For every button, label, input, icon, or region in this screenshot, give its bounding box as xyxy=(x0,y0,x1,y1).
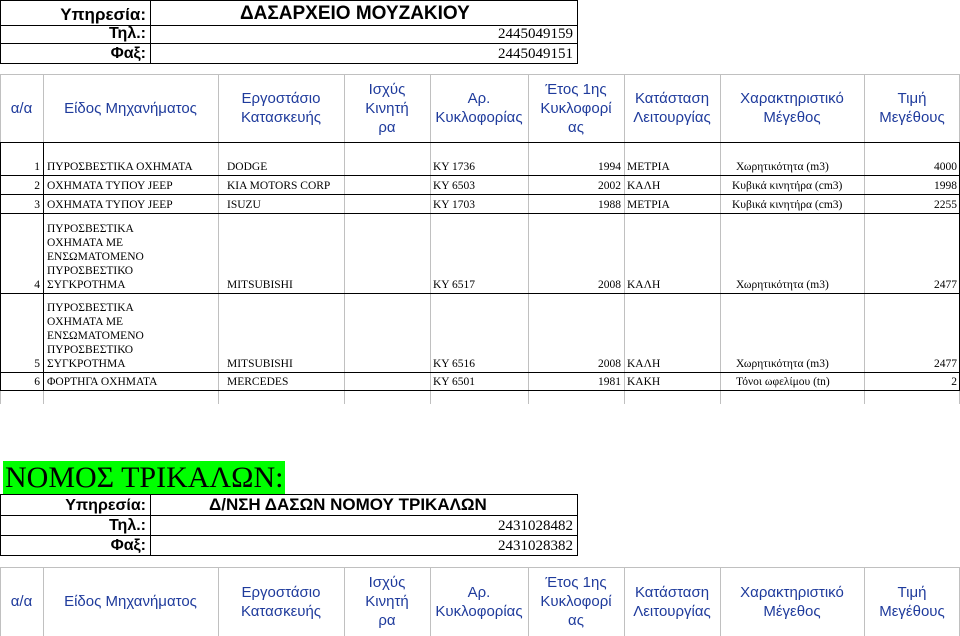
row-feature: Κυβικά κινητήρα (cm3) xyxy=(732,199,843,211)
header-no: α/α xyxy=(10,99,33,117)
header-engine-power: Ισχύς Κινητή ρα xyxy=(365,574,409,629)
row-plate: ΚΥ 6501 xyxy=(433,376,476,388)
prefecture-heading: ΝΟΜΟΣ ΤΡΙΚΑΛΩΝ: xyxy=(5,461,284,494)
row-no: 2 xyxy=(34,180,40,192)
row-status: ΚΑΛΗ xyxy=(627,358,661,370)
header-plate: Αρ. Κυκλοφορίας xyxy=(435,583,523,620)
row-value: 1998 xyxy=(934,180,957,192)
row-type: ΦΟΡΤΗΓΑ ΟΧΗΜΑΤΑ xyxy=(47,376,158,388)
row-type: ΟΧΗΜΑΤΑ ΤΥΠΟΥ JEEP xyxy=(47,180,173,192)
phone-value: 2445049159 xyxy=(498,26,573,42)
header-plate: Αρ. Κυκλοφορίας xyxy=(435,90,523,126)
phone-label: Τηλ.: xyxy=(108,25,146,42)
row-no: 3 xyxy=(34,199,40,211)
header-machine-type: Είδος Μηχανήματος xyxy=(64,99,197,117)
row-feature: Κυβικά κινητήρα (cm3) xyxy=(732,180,843,192)
row-type: ΠΥΡΟΣΒΕΣΤΙΚΑ ΟΧΗΜΑΤΑ ΜΕ ΕΝΣΩΜΑΤΟΜΕΝΟ ΠΥΡΟΣΒΕΣΤΙΚΟ ΣΥΓΚΡΟΤΗΜΑ xyxy=(47,223,144,291)
row-feature: Χωρητικότητα (m3) xyxy=(736,279,829,291)
fax-value: 2445049151 xyxy=(498,46,573,62)
row-year: 1988 xyxy=(598,199,621,211)
row-no: 6 xyxy=(34,376,40,388)
row-feature: Τόνοι ωφελίμου (tn) xyxy=(736,376,830,388)
row-value: 4000 xyxy=(934,161,957,173)
fax-value-2: 2431028382 xyxy=(498,538,573,554)
service-value: ΔΑΣΑΡΧΕΙΟ ΜΟΥΖΑΚΙΟΥ xyxy=(240,3,470,24)
row-no: 4 xyxy=(34,279,40,291)
row-value: 2477 xyxy=(934,279,957,291)
row-plate: ΚΥ 1736 xyxy=(433,161,476,173)
header-feature: Χαρακτηριστικό Μέγεθος xyxy=(740,583,844,620)
row-year: 2002 xyxy=(598,180,621,192)
row-plate: ΚΥ 6517 xyxy=(433,279,476,291)
header-first-year: Έτος 1ης Κυκλοφορί ας xyxy=(540,574,612,629)
header-manufacturer: Εργοστάσιο Κατασκευής xyxy=(240,583,322,620)
header-machine-type: Είδος Μηχανήματος xyxy=(64,593,197,610)
row-year: 1981 xyxy=(598,376,621,388)
row-type: ΟΧΗΜΑΤΑ ΤΥΠΟΥ JEEP xyxy=(47,199,173,211)
header-value: Τιμή Μεγέθους xyxy=(879,90,945,126)
row-status: ΚΑΛΗ xyxy=(627,180,661,192)
row-value: 2255 xyxy=(934,199,957,211)
service-label: Υπηρεσία: xyxy=(60,5,146,24)
row-maker: DODGE xyxy=(227,161,268,173)
row-value: 2 xyxy=(951,376,957,388)
row-plate: ΚΥ 6516 xyxy=(433,358,476,370)
row-type: ΠΥΡΟΣΒΕΣΤΙΚΑ ΟΧΗΜΑΤΑ xyxy=(47,161,193,173)
row-status: ΜΕΤΡΙΑ xyxy=(627,161,670,173)
fax-label-2: Φαξ: xyxy=(110,537,146,554)
row-maker: MITSUBISHI xyxy=(227,279,293,291)
row-value: 2477 xyxy=(934,358,957,370)
service-value-2: Δ/ΝΣΗ ΔΑΣΩΝ ΝΟΜΟΥ ΤΡΙΚΑΛΩΝ xyxy=(209,495,487,514)
fax-label: Φαξ: xyxy=(110,45,146,62)
phone-label-2: Τηλ.: xyxy=(108,517,146,534)
row-maker: ISUZU xyxy=(227,199,261,211)
header-feature: Χαρακτηριστικό Μέγεθος xyxy=(740,90,844,126)
row-maker: KIA MOTORS CORP xyxy=(227,180,331,192)
row-no: 1 xyxy=(34,161,40,173)
row-year: 2008 xyxy=(598,358,621,370)
header-no: α/α xyxy=(10,593,33,610)
row-maker: MERCEDES xyxy=(227,376,289,388)
header-status: Κατάσταση Λειτουργίας xyxy=(633,90,711,126)
row-plate: ΚΥ 1703 xyxy=(433,199,476,211)
row-feature: Χωρητικότητα (m3) xyxy=(736,358,829,370)
header-value: Τιμή Μεγέθους xyxy=(879,583,945,620)
row-feature: Χωρητικότητα (m3) xyxy=(736,161,829,173)
header-status: Κατάσταση Λειτουργίας xyxy=(633,583,711,620)
row-year: 2008 xyxy=(598,279,621,291)
row-no: 5 xyxy=(34,358,40,370)
row-status: ΜΕΤΡΙΑ xyxy=(627,199,670,211)
row-type: ΠΥΡΟΣΒΕΣΤΙΚΑ ΟΧΗΜΑΤΑ ΜΕ ΕΝΣΩΜΑΤΟΜΕΝΟ ΠΥΡΟΣΒΕΣΤΙΚΟ ΣΥΓΚΡΟΤΗΜΑ xyxy=(47,302,144,370)
row-plate: ΚΥ 6503 xyxy=(433,180,476,192)
row-maker: MITSUBISHI xyxy=(227,358,293,370)
phone-value-2: 2431028482 xyxy=(498,518,573,534)
row-year: 1994 xyxy=(598,161,621,173)
row-status: ΚΑΛΗ xyxy=(627,279,661,291)
header-engine-power: Ισχύς Κινητή ρα xyxy=(365,80,409,136)
service-label-2: Υπηρεσία: xyxy=(65,497,146,514)
header-manufacturer: Εργοστάσιο Κατασκευής xyxy=(240,90,322,126)
header-first-year: Έτος 1ης Κυκλοφορί ας xyxy=(540,80,612,136)
row-status: ΚΑΚΗ xyxy=(627,376,661,388)
